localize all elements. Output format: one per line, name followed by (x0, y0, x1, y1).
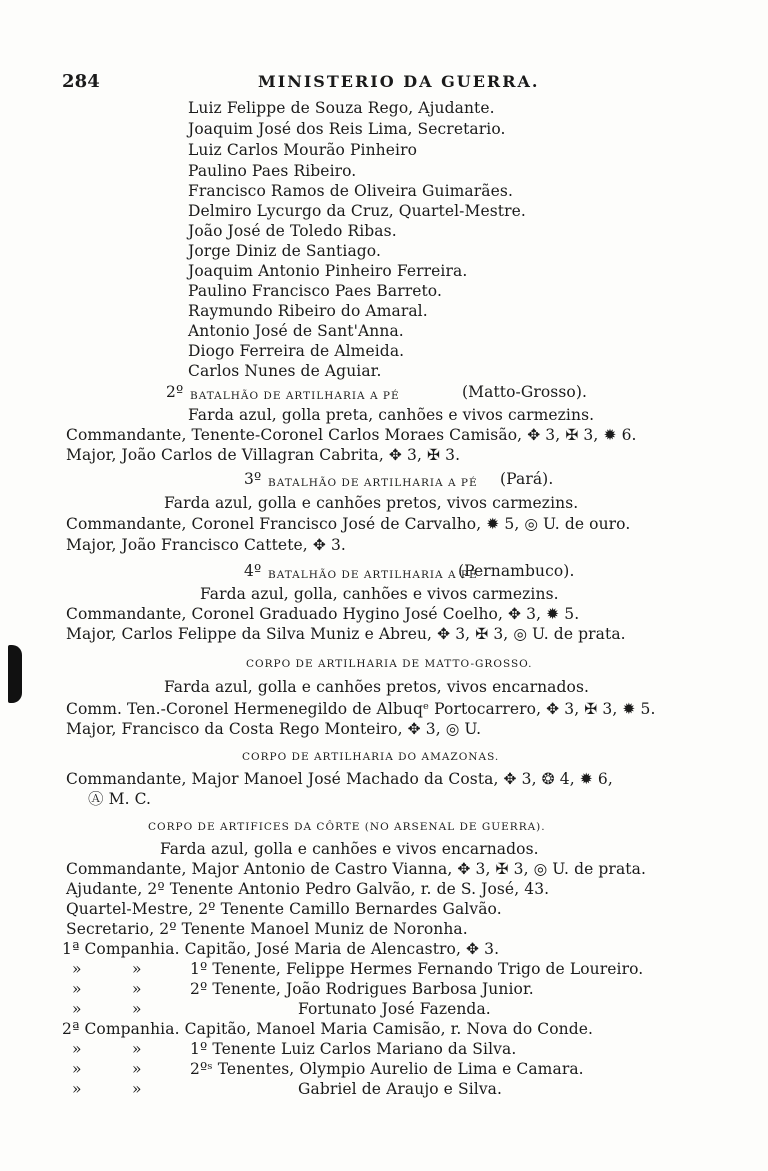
section-heading: BATALHÃO DE ARTILHARIA A PÉ (190, 390, 400, 402)
text-line: Major, Carlos Felippe da Silva Muniz e Abreu, ✥ 3, ✠ 3, ◎ U. de prata. (66, 625, 626, 643)
ditto-mark: » (72, 1080, 82, 1098)
text-line: Comm. Ten.-Coronel Hermenegildo de Albuqᵉ Portocarrero, ✥ 3, ✠ 3, ✹ 5. (66, 700, 656, 718)
text-line: 2º Tenente, João Rodrigues Barbosa Junior. (190, 980, 534, 998)
text-line: Paulino Paes Ribeiro. (188, 162, 357, 180)
text-line: 1ª Companhia. Capitão, José Maria de Alencastro, ✥ 3. (62, 940, 500, 958)
text-line: 2ºˢ Tenentes, Olympio Aurelio de Lima e Camara. (190, 1060, 584, 1078)
ditto-mark: » (132, 960, 142, 978)
text-line: Farda azul, golla e canhões pretos, vivos encarnados. (164, 678, 590, 696)
text-line: Jorge Diniz de Santiago. (188, 242, 381, 260)
text-line: Major, Francisco da Costa Rego Monteiro, ✥ 3, ◎ U. (66, 720, 482, 738)
text-line: Fortunato José Fazenda. (298, 1000, 491, 1018)
text-line: Luiz Carlos Mourão Pinheiro (188, 141, 418, 159)
text-line: 1º Tenente Luiz Carlos Mariano da Silva. (190, 1040, 517, 1058)
binding-mark (8, 645, 22, 703)
ditto-mark: » (72, 1040, 82, 1058)
text-line: Raymundo Ribeiro do Amaral. (188, 302, 428, 320)
text-line: Major, João Francisco Cattete, ✥ 3. (66, 536, 346, 554)
section-heading-number: 4º (244, 562, 262, 580)
text-line: Commandante, Coronel Graduado Hygino José Coelho, ✥ 3, ✹ 5. (66, 605, 580, 623)
text-line: Farda azul, golla preta, canhões e vivos carmezins. (188, 406, 595, 424)
section-heading: BATALHÃO DE ARTILHARIA A PÉ (268, 569, 478, 581)
section-heading-place: (Matto-Grosso). (462, 383, 588, 401)
ditto-mark: » (132, 1040, 142, 1058)
text-line: Secretario, 2º Tenente Manoel Muniz de Noronha. (66, 920, 468, 938)
section-heading: CORPO DE ARTILHARIA DO AMAZONAS. (242, 751, 500, 763)
ditto-mark: » (132, 980, 142, 998)
ditto-mark: » (132, 1000, 142, 1018)
ditto-mark: » (72, 980, 82, 998)
section-heading-place: (Pará). (500, 470, 554, 488)
ditto-mark: » (72, 960, 82, 978)
text-line: Antonio José de Sant'Anna. (188, 322, 404, 340)
page-title: MINISTERIO DA GUERRA. (258, 72, 540, 91)
text-line: Major, João Carlos de Villagran Cabrita, ✥ 3, ✠ 3. (66, 446, 461, 464)
text-line: Farda azul, golla e canhões e vivos encarnados. (160, 840, 539, 858)
section-heading: CORPO DE ARTIFICES DA CÔRTE (NO ARSENAL DE GUERRA). (148, 821, 546, 833)
text-line: 1º Tenente, Felippe Hermes Fernando Trigo de Loureiro. (190, 960, 644, 978)
text-line: Delmiro Lycurgo da Cruz, Quartel-Mestre. (188, 202, 526, 220)
section-heading: CORPO DE ARTILHARIA DE MATTO-GROSSO. (246, 658, 533, 670)
text-line: Paulino Francisco Paes Barreto. (188, 282, 442, 300)
text-line: João José de Toledo Ribas. (188, 222, 397, 240)
section-heading-place: (Pernambuco). (458, 562, 575, 580)
section-heading-number: 2º (166, 383, 184, 401)
ditto-mark: » (72, 1060, 82, 1078)
text-line: Commandante, Major Manoel José Machado da Costa, ✥ 3, ❂ 4, ✹ 6, (66, 770, 613, 788)
section-heading: BATALHÃO DE ARTILHARIA A PÉ (268, 477, 478, 489)
section-heading-number: 3º (244, 470, 262, 488)
text-line: Joaquim Antonio Pinheiro Ferreira. (188, 262, 468, 280)
ditto-mark: » (132, 1080, 142, 1098)
text-line: Ajudante, 2º Tenente Antonio Pedro Galvão, r. de S. José, 43. (66, 880, 550, 898)
page-number: 284 (62, 71, 100, 92)
text-line: Farda azul, golla, canhões e vivos carmezins. (200, 585, 559, 603)
text-line: Commandante, Tenente-Coronel Carlos Moraes Camisão, ✥ 3, ✠ 3, ✹ 6. (66, 426, 637, 444)
text-line: 2ª Companhia. Capitão, Manoel Maria Camisão, r. Nova do Conde. (62, 1020, 594, 1038)
text-line: Diogo Ferreira de Almeida. (188, 342, 405, 360)
text-line: Quartel-Mestre, 2º Tenente Camillo Bernardes Galvão. (66, 900, 502, 918)
text-line: Luiz Felippe de Souza Rego, Ajudante. (188, 99, 495, 117)
ditto-mark: » (72, 1000, 82, 1018)
text-line: Farda azul, golla e canhões pretos, vivos carmezins. (164, 494, 579, 512)
text-line: Francisco Ramos de Oliveira Guimarães. (188, 182, 513, 200)
text-line: Gabriel de Araujo e Silva. (298, 1080, 503, 1098)
text-line: Ⓐ M. C. (88, 790, 152, 808)
text-line: Carlos Nunes de Aguiar. (188, 362, 382, 380)
text-line: Commandante, Coronel Francisco José de Carvalho, ✹ 5, ◎ U. de ouro. (66, 515, 631, 533)
text-line: Joaquim José dos Reis Lima, Secretario. (188, 120, 506, 138)
text-line: Commandante, Major Antonio de Castro Vianna, ✥ 3, ✠ 3, ◎ U. de prata. (66, 860, 646, 878)
ditto-mark: » (132, 1060, 142, 1078)
